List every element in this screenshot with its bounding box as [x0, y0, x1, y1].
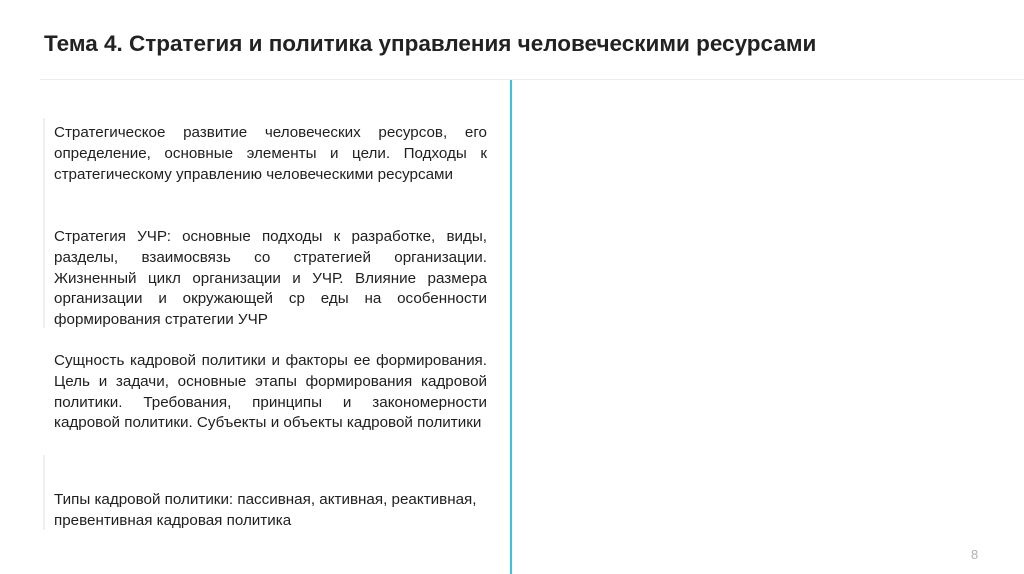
- page-number: 8: [971, 547, 979, 562]
- block-marker: [43, 230, 45, 328]
- text-block-personnel-policy: Сущность кадровой политики и факторы ее формирования. Цель и задачи, основные этапы формирования кадровой политики. Требования, принципы и закономерности кадровой политики. Субъекты и объекты кадровой политики: [54, 352, 487, 432]
- text-block-hrm-strategy: Стратегия УЧР: основные подходы к разработке, виды, разделы, взаимосвязь со стратегией организации. Жизненный цикл организации и УЧР. Влияние размера организации и окружающей ср еды на особенности формирования стратегии УЧР: [54, 228, 487, 329]
- title-divider: [40, 79, 1024, 80]
- vertical-divider: [510, 80, 512, 574]
- text-block-policy-types: Типы кадровой политики: пассивная, активная, реактивная, превентивная кадровая политика: [54, 491, 477, 529]
- block-marker: [43, 118, 45, 230]
- text-block-strategic-development: Стратегическое развитие человеческих ресурсов, его определение, основные элементы и цели. Подходы к стратегическому управлению человеческими ресурсами: [54, 124, 487, 183]
- block-marker: [43, 455, 45, 530]
- slide-title: Тема 4. Стратегия и политика управления человеческими ресурсами: [44, 31, 817, 56]
